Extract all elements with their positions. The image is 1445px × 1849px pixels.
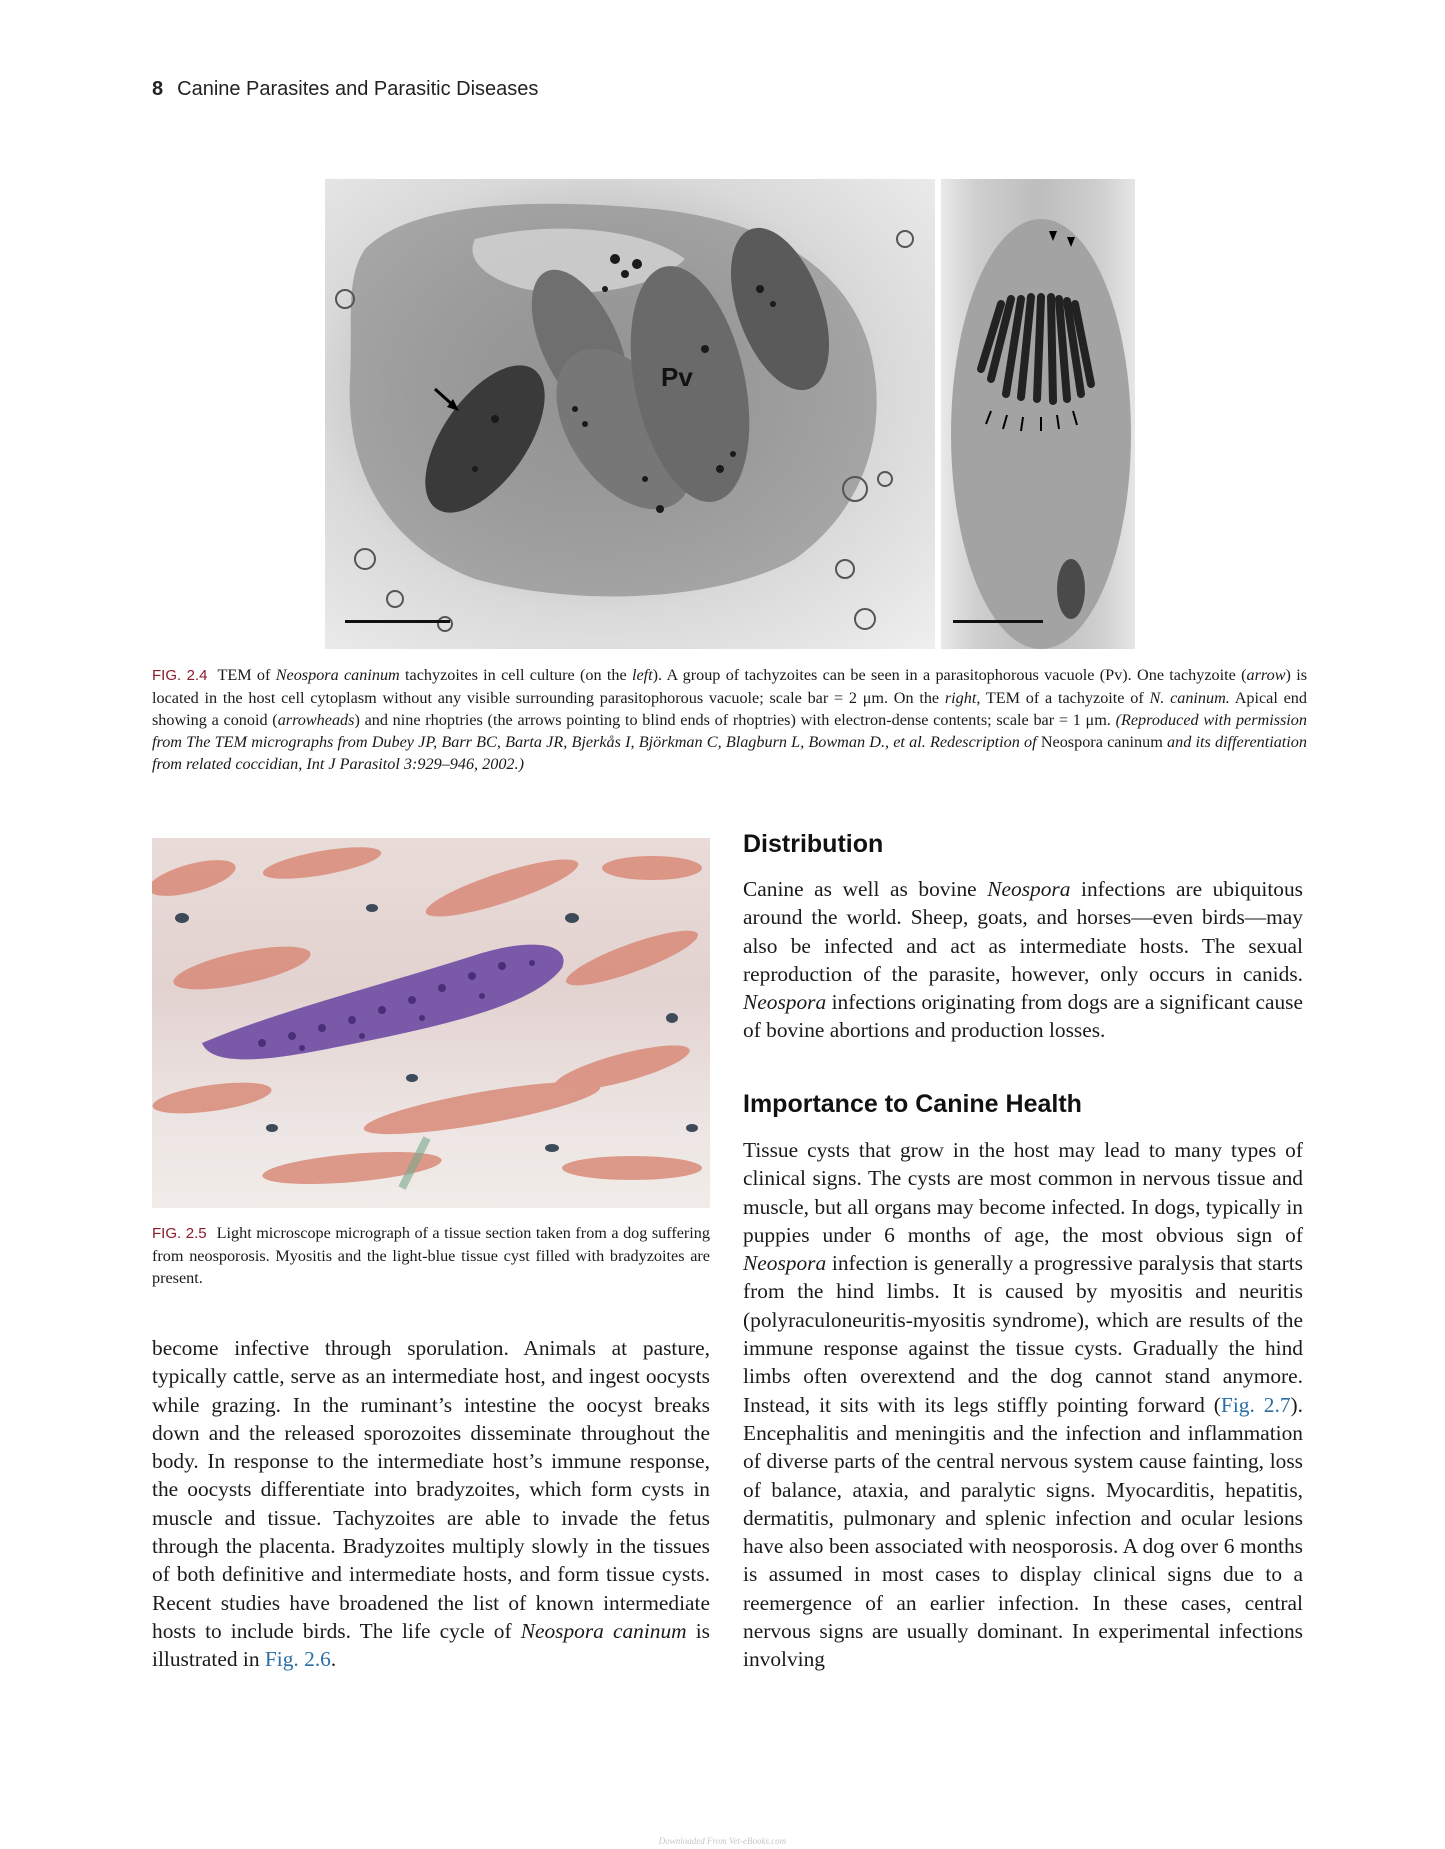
caption-credit: (Reproduced with permission from The TEM micrographs from Dubey JP, Barr BC, Barta JR, Bjerkås I, Björkman C, Blagburn L, Bowman D., et al. Redescription of: [152, 711, 1307, 751]
body-italic: Neospora caninum: [520, 1618, 687, 1643]
body-text: infections originating from dogs are a significant cause of bovine abortions and production losses.: [743, 990, 1303, 1043]
caption-italic: arrow: [1246, 666, 1286, 684]
fig-2-6-link[interactable]: Fig. 2.6: [264, 1647, 331, 1672]
caption-italic: left: [631, 666, 653, 684]
caption-credit: and its differentiation from related coccidian, Int J Parasitol 3:929–946, 2002.): [152, 733, 1307, 773]
caption-italic: N. caninum.: [1149, 689, 1230, 707]
footer-watermark: Downloaded From Vet-eBooks.com: [658, 1836, 787, 1846]
body-text: infection is generally a progressive paralysis that starts from the hind limbs. It is caused by myositis and neuritis (polyraculoneuritis-myositis syndrome), which are results of the immune response against the tissue cysts. Gradually the hind limbs often overextend and the dog cannot stand anymore. Instead, it sits with its legs stiffly pointing forward (: [743, 1251, 1303, 1417]
body-text: .: [330, 1647, 337, 1672]
book-title: Canine Parasites and Parasitic Diseases: [177, 78, 539, 100]
body-text: Canine as well as bovine: [743, 877, 988, 901]
body-text: infections are ubiquitous around the world. Sheep, goats, and horses—even birds—may also be infected and act as intermediate hosts. The sexual reproduction of the parasite, however, only occurs in canids.: [743, 877, 1303, 986]
figure-2-5-micrograph: [152, 838, 710, 1208]
running-header: [152, 78, 538, 101]
figure-2-4-caption: [152, 664, 1307, 775]
scale-bar-right: [953, 620, 1043, 623]
tem-micrograph-left: [325, 179, 935, 649]
body-text: Tissue cysts that grow in the host may lead to many types of clinical signs. The cysts are most common in nervous tissue and muscle, but all organs may become infected. In dogs, typically in puppies under 6 months of age, the most obvious sign of: [743, 1138, 1303, 1247]
figure-2-5-label: FIG. 2.5: [152, 1225, 207, 1242]
caption-text: ). A group of tachyzoites can be seen in a parasitophorous vacuole (Pv). One tachyzoite (: [652, 666, 1247, 684]
scale-bar-left: [345, 620, 450, 623]
importance-paragraph: [743, 1136, 1303, 1674]
body-italic: Neospora: [987, 877, 1071, 901]
left-column-paragraph: [152, 1334, 710, 1674]
caption-text: ) is located in the host cell cytoplasm without any visible surrounding parasitophorous vacuole; scale bar = 2 μm. On the: [152, 666, 1308, 707]
page-number: 8: [152, 78, 164, 100]
caption-italic: Neospora caninum: [275, 666, 400, 684]
fig-2-7-link[interactable]: Fig. 2.7: [1220, 1392, 1291, 1417]
body-text: become infective through sporulation. Animals at pasture, typically cattle, serve as an intermediate host, and ingest oocysts while grazing. In the ruminant’s intestine the oocyst breaks down and the released sporozoites disseminate throughout the body. In response to the intermediate host’s immune response, the oocysts differentiate into bradyzoites, which form cysts in muscle and tissue. Tachyzoites are able to invade the fetus through the placenta. Bradyzoites multiply slowly in the tissues of both definitive and intermediate hosts, and form tissue cysts. Recent studies have broadened the list of known intermediate hosts to include birds. The life cycle of: [152, 1336, 710, 1643]
figure-2-4-label: FIG. 2.4: [152, 667, 208, 684]
caption-text: tachyzoites in cell culture (on the: [399, 666, 632, 684]
caption-text: Light microscope micrograph of a tissue section taken from a dog suffering from neosporosis. Myositis and the light-blue tissue cyst filled with bradyzoites are present.: [152, 1224, 710, 1287]
caption-text: ) and nine rhoptries (the arrows pointing to blind ends of rhoptries) with electron-dense contents; scale bar = 1 μm.: [354, 711, 1116, 729]
caption-text: Neospora caninum: [1040, 733, 1163, 751]
distribution-paragraph: [743, 875, 1303, 1045]
body-italic: Neospora: [743, 990, 827, 1015]
caption-italic: right: [944, 689, 977, 707]
caption-text: Apical end showing a conoid (: [152, 689, 1307, 729]
body-text: is illustrated in: [152, 1618, 710, 1672]
caption-text: , TEM of a tachyzoite of: [976, 689, 1150, 707]
tem-micrograph-right: [941, 179, 1135, 649]
section-heading-importance: Importance to Canine Health: [743, 1090, 1082, 1118]
caption-text: TEM of: [217, 666, 276, 684]
body-text: ). Encephalitis and meningitis and the infection and inflammation of diverse parts of the central nervous system cause fainting, loss of balance, ataxia, and paralytic signs. Myocarditis, hepatitis, dermatitis, pulmonary and splenic infection and ocular lesions have also been associated with neosporosis. A dog over 6 months is assumed in most cases to display clinical signs due to a reemergence of an earlier infection. In these cases, central nervous signs are usually dominant. In experimental infections involving: [743, 1392, 1304, 1672]
body-italic: Neospora: [743, 1251, 827, 1276]
section-heading-distribution: Distribution: [743, 830, 884, 858]
pv-label: Pv: [661, 362, 693, 392]
figure-2-5-caption: [152, 1222, 710, 1289]
figure-2-4: [325, 179, 1135, 649]
caption-italic: arrowheads: [277, 711, 355, 729]
